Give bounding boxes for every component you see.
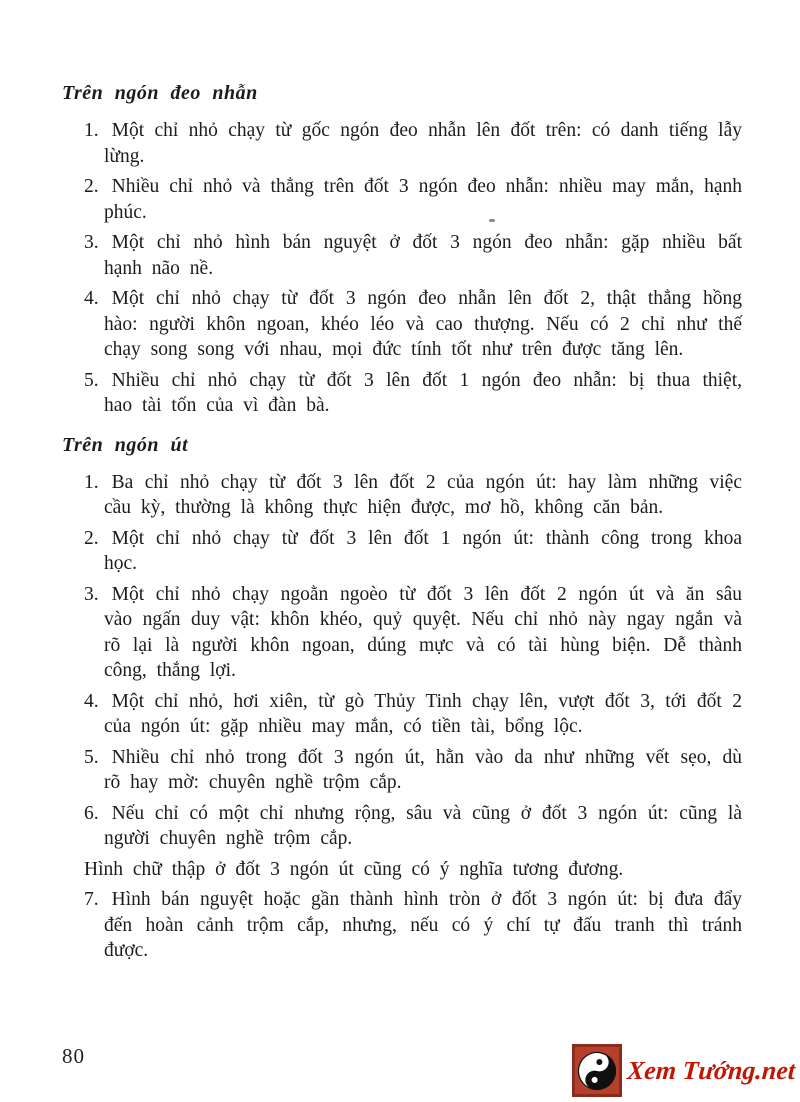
list-item — [62, 801, 742, 852]
item-text: Ba chỉ nhỏ chạy từ đốt 3 lên đốt 2 của ngón út: hay làm những việc cầu kỳ, thường là không thực hiện được, mơ hồ, không căn bản. — [104, 471, 742, 518]
list-item — [62, 582, 742, 684]
list-item — [62, 286, 742, 363]
item-number: 5. — [84, 369, 99, 391]
item-number: 1. — [84, 471, 99, 493]
list-item — [62, 526, 742, 577]
page-number: 80 — [62, 1044, 85, 1068]
section-ring-finger — [62, 82, 742, 419]
list-item — [62, 368, 742, 419]
item-text: Nhiều chỉ nhỏ chạy từ đốt 3 lên đốt 1 ngón đeo nhẫn: bị thua thiệt, hao tài tốn của vì đàn bà. — [104, 369, 742, 416]
scan-artifact-dot — [489, 219, 495, 222]
list-item — [62, 470, 742, 521]
item-number: 1. — [84, 120, 99, 141]
section-heading: Trên ngón út — [62, 433, 189, 456]
item-text: Một chỉ nhỏ chạy ngoằn ngoèo từ đốt 3 lên đốt 2 ngón út và ăn sâu vào ngấn duy vật: khôn khéo, quỷ quyệt. Nếu chỉ nhỏ này ngay ngắn và rõ lại là người khôn ngoan, dúng mực và có tài hùng biện. Dễ thành công, thắng lợi. — [104, 583, 742, 681]
list-item — [62, 118, 742, 169]
item-text: Nhiều chỉ nhỏ và thẳng trên đốt 3 ngón đeo nhẫn: nhiều may mắn, hạnh phúc. — [104, 176, 742, 223]
list-item — [62, 230, 742, 281]
item-text: Hình chữ thập ở đốt 3 ngón út cũng có ý nghĩa tương đương. — [84, 858, 624, 880]
item-text: Một chỉ nhỏ chạy từ đốt 3 lên đốt 1 ngón út: thành công trong khoa học. — [104, 527, 742, 574]
yin-yang-icon — [577, 1050, 617, 1092]
item-text: Nếu chỉ có một chỉ nhưng rộng, sâu và cũng ở đốt 3 ngón út: cũng là người chuyên nghề trộm cắp. — [104, 802, 742, 849]
section-heading: Trên ngón đeo nhẫn — [62, 82, 258, 104]
item-number: 2. — [84, 527, 99, 549]
item-number: 6. — [84, 802, 99, 824]
item-number: 4. — [84, 288, 99, 309]
list-item — [62, 745, 742, 796]
list-item — [62, 174, 742, 225]
item-number: 5. — [84, 746, 99, 768]
item-number: 3. — [84, 232, 99, 253]
item-number: 3. — [84, 583, 99, 605]
item-text: Một chỉ nhỏ hình bán nguyệt ở đốt 3 ngón đeo nhẫn: gặp nhiều bất hạnh não nề. — [104, 232, 742, 279]
watermark-link[interactable] — [572, 1044, 795, 1097]
item-number: 2. — [84, 176, 99, 197]
item-text: Hình bán nguyệt hoặc gần thành hình tròn ở đốt 3 ngón út: bị đưa đẩy đến hoàn cảnh trộm cắp, nhưng, nếu có ý chí tự đấu tranh thì tránh được. — [104, 889, 742, 961]
item-text: Một chỉ nhỏ, hơi xiên, từ gò Thủy Tinh chạy lên, vượt đốt 3, tới đốt 2 của ngón út: gặp nhiều may mắn, có tiền tài, bổng lộc. — [104, 690, 742, 737]
item-text: Một chỉ nhỏ chạy từ gốc ngón đeo nhẫn lên đốt trên: có danh tiếng lẫy lừng. — [104, 120, 742, 167]
item-number: 7. — [84, 889, 99, 910]
item-text: Nhiều chỉ nhỏ trong đốt 3 ngón út, hằn vào da như những vết sẹo, dù rõ hay mờ: chuyên nghề trộm cắp. — [104, 746, 742, 793]
list-item — [62, 887, 742, 964]
section-little-finger — [62, 434, 742, 964]
note-paragraph — [62, 857, 742, 883]
watermark-logo-box — [572, 1044, 622, 1097]
list-item — [62, 689, 742, 740]
watermark-site-name: Xem Tướng.net — [625, 1055, 797, 1085]
item-number: 4. — [84, 690, 99, 712]
item-text: Một chỉ nhỏ chạy từ đốt 3 ngón đeo nhẫn lên đốt 2, thật thẳng hồng hào: người khôn ngoan, khéo léo và cao thượng. Nếu có 2 chỉ như thế chạy song song với nhau, mọi đức tính tốt như trên được tăng lên. — [104, 288, 742, 360]
